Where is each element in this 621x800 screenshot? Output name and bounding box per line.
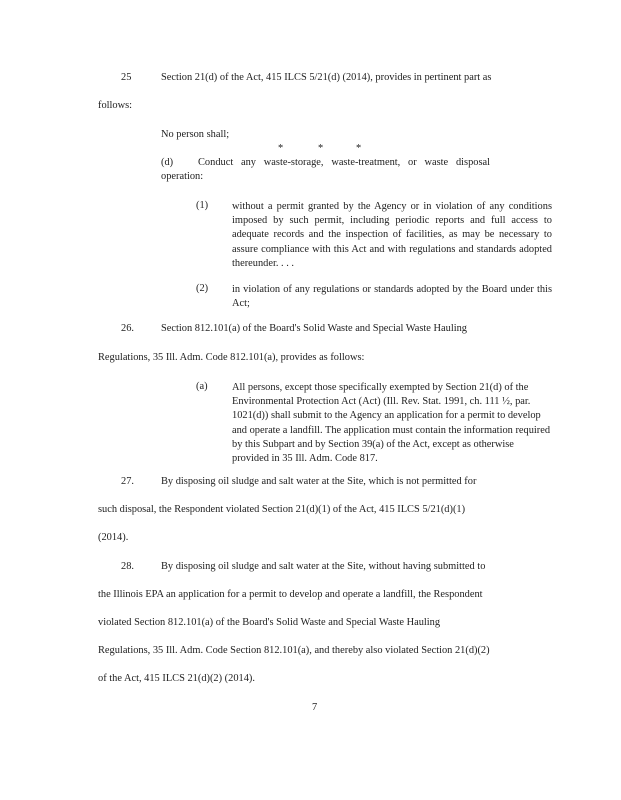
paragraph-text: Section 812.101(a) of the Board's Solid Waste and Special Waste Hauling [161, 323, 467, 334]
paragraph-text: the Illinois EPA an application for a permit to develop and operate a landfill, the Respondent [98, 589, 483, 600]
paragraph-number: 25 [121, 72, 132, 83]
paragraph-text: follows: [98, 100, 133, 111]
clause-label: (a) [196, 381, 208, 392]
paragraph-text: violated Section 812.101(a) of the Board's Solid Waste and Special Waste Hauling [98, 617, 441, 628]
paragraph-text: By disposing oil sludge and salt water at the Site, which is not permitted for [161, 476, 477, 487]
paragraph-text: of the Act, 415 ILCS 21(d)(2) (2014). [98, 673, 255, 684]
quote-text: Conduct any waste-storage, waste-treatment, or waste disposal [198, 157, 491, 168]
clause-label: (d) [161, 157, 174, 168]
page-number: 7 [312, 702, 318, 713]
ellipsis-star: * [278, 143, 284, 154]
clause-label: (1) [196, 200, 209, 211]
paragraph-text: Regulations, 35 Ill. Adm. Code 812.101(a), provides as follows: [98, 352, 365, 363]
quote-text: operation: [161, 171, 204, 182]
paragraph-number: 27. [121, 476, 134, 487]
paragraph-number: 26. [121, 323, 134, 334]
paragraph-text: By disposing oil sludge and salt water at the Site, without having submitted to [161, 561, 486, 572]
paragraph-text: such disposal, the Respondent violated Section 21(d)(1) of the Act, 415 ILCS 5/21(d)(1) [98, 504, 466, 515]
paragraph-text: Section 21(d) of the Act, 415 ILCS 5/21(d) (2014), provides in pertinent part as [161, 72, 492, 83]
quote-text: All persons, except those specifically exempted by Section 21(d) of the Environmental Protection Act (Act) (Ill. Rev. Stat. 1991, ch. 111 ½, par. 1021(d)) shall submit to the Agency an application for a permit to develop and operate a landfill. The application must contain the information required by this Subpart and by Section 39(a) of the Act, except as otherwise provided in 35 Ill. Adm. Code 817. [232, 382, 551, 465]
paragraph-text: Regulations, 35 Ill. Adm. Code Section 812.101(a), and thereby also violated Section 21(d)(2) [98, 645, 490, 656]
ellipsis-star: * [318, 143, 324, 154]
quote-text: without a permit granted by the Agency or in violation of any conditions imposed by such permit, including periodic reports and full access to adequate records and the inspection of facilities, as may be necessary to assure compliance with this Act and with regulations and standards adopted thereunder. . . . [232, 201, 552, 269]
paragraph-text: (2014). [98, 532, 129, 543]
quote-text: No person shall; [161, 129, 230, 140]
clause-label: (2) [196, 283, 209, 294]
paragraph-number: 28. [121, 561, 134, 572]
quote-text: in violation of any regulations or standards adopted by the Board under this Act; [232, 284, 552, 310]
ellipsis-star: * [356, 143, 362, 154]
